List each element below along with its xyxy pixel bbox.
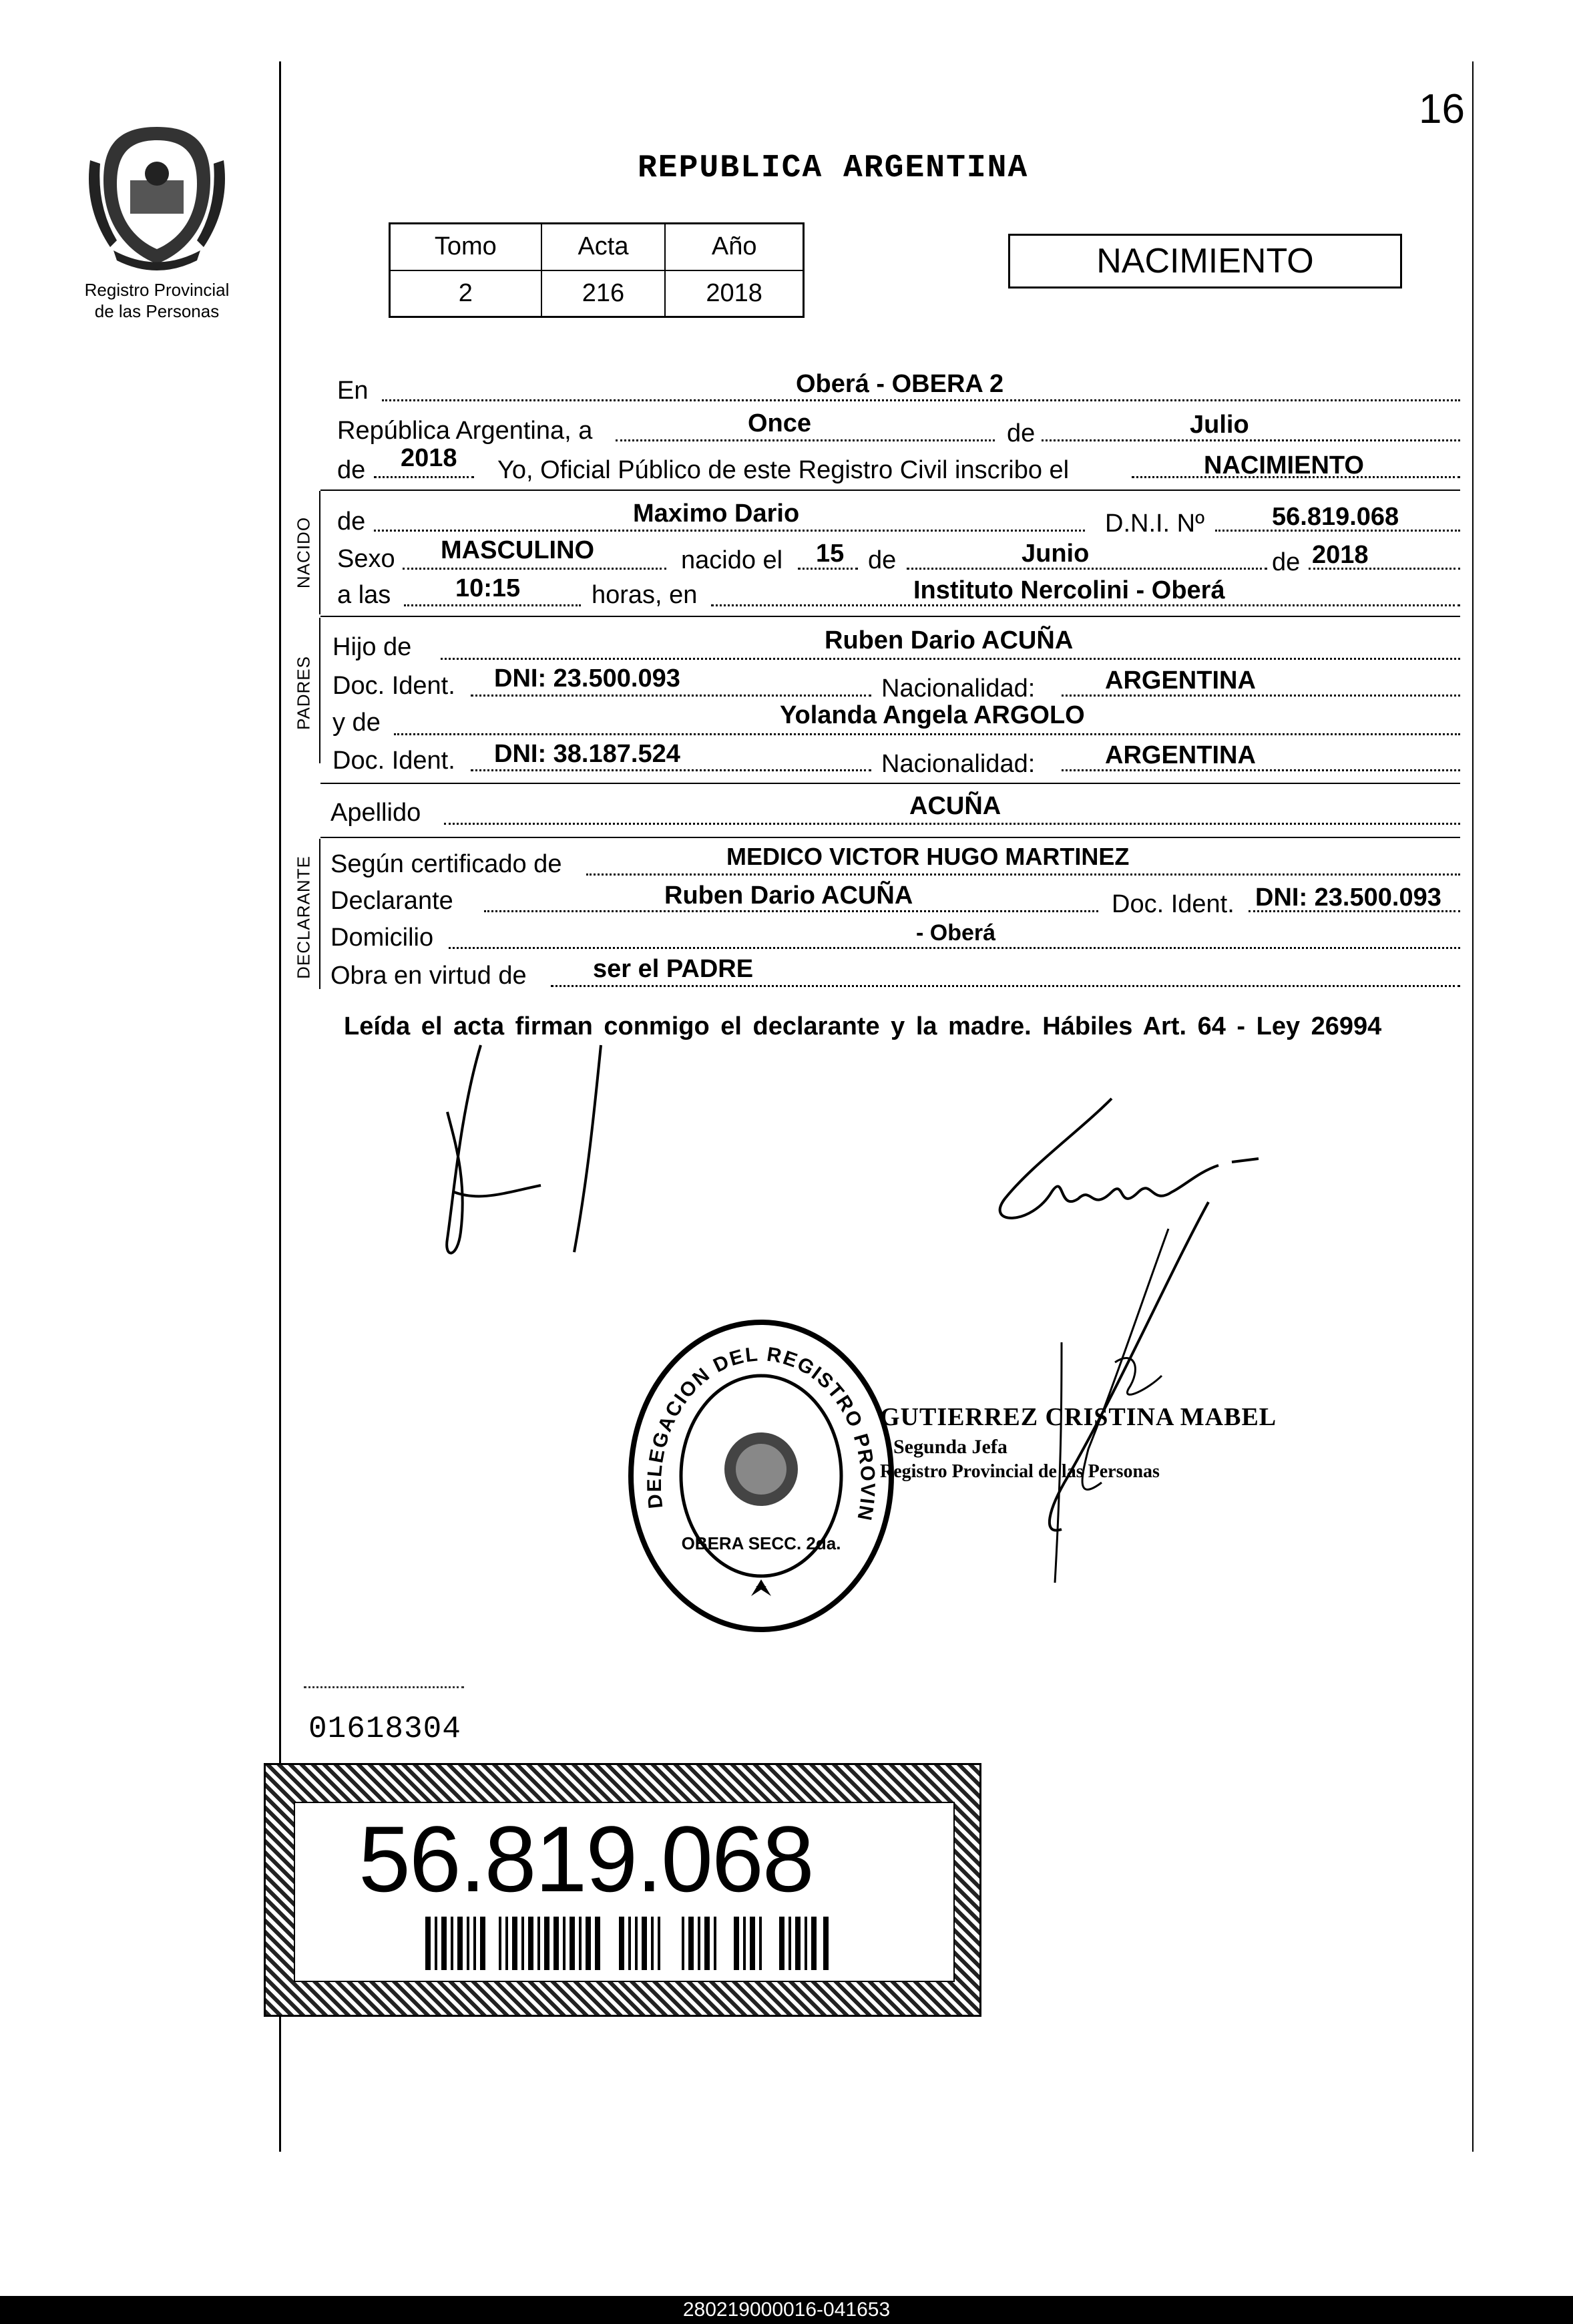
place-value: Instituto Nercolini - Oberá bbox=[913, 576, 1225, 604]
table-value-ano: 2018 bbox=[665, 270, 803, 317]
dni-sticker-inner bbox=[294, 1802, 955, 1982]
en-label: En bbox=[337, 377, 369, 405]
declarante-side-label: DECLARANTE bbox=[293, 855, 314, 979]
father-dotted-line bbox=[441, 658, 1460, 660]
nacido-bracket bbox=[319, 491, 320, 614]
sexo-value: MASCULINO bbox=[441, 536, 595, 564]
month-value: Julio bbox=[1190, 411, 1249, 439]
obra-dotted-line bbox=[551, 985, 1460, 987]
obra-label: Obra en virtud de bbox=[330, 962, 527, 990]
apellido-value: ACUÑA bbox=[909, 792, 1001, 820]
table-value-acta: 216 bbox=[541, 270, 666, 317]
mother-value: Yolanda Angela ARGOLO bbox=[780, 701, 1085, 729]
dni-barcode bbox=[425, 1917, 833, 1970]
declarante-label: Declarante bbox=[330, 887, 453, 915]
mother-doc-dotted-line bbox=[471, 769, 871, 771]
crest-caption-line1: Registro Provincial bbox=[84, 280, 230, 300]
father-nat-label: Nacionalidad: bbox=[881, 674, 1036, 703]
table-value-tomo: 2 bbox=[390, 270, 541, 317]
document-title: REPUBLICA ARGENTINA bbox=[638, 150, 1029, 186]
birth-month-value: Junio bbox=[1022, 540, 1090, 568]
section-divider-4 bbox=[320, 837, 1460, 838]
day-dotted-line bbox=[616, 439, 995, 441]
dni-value: 56.819.068 bbox=[1272, 503, 1399, 531]
declarante-value: Ruben Dario ACUÑA bbox=[664, 882, 913, 910]
serial-number: 01618304 bbox=[308, 1712, 461, 1746]
mother-nat-dotted-line bbox=[1062, 769, 1460, 771]
section-divider-2 bbox=[320, 616, 1460, 617]
dni-sticker bbox=[264, 1763, 981, 2017]
province-crest-logo bbox=[77, 120, 237, 274]
crest-caption bbox=[53, 279, 260, 322]
de-label-1: de bbox=[1007, 419, 1036, 447]
mother-doc-label: Doc. Ident. bbox=[332, 747, 455, 775]
father-nat-dotted-line bbox=[1062, 695, 1460, 697]
republica-label: República Argentina, a bbox=[337, 417, 593, 445]
apellido-label: Apellido bbox=[330, 799, 421, 827]
dni-card-number: 56.819.068 bbox=[359, 1806, 813, 1911]
footer-code: 280219000016-041653 bbox=[0, 2296, 1573, 2324]
birth-year-value: 2018 bbox=[1312, 541, 1369, 569]
cert-value: MEDICO VICTOR HUGO MARTINEZ bbox=[726, 843, 1130, 870]
nacido-de-label-3: de bbox=[1272, 548, 1301, 576]
sexo-dotted-line bbox=[403, 568, 666, 570]
domicilio-label: Domicilio bbox=[330, 924, 434, 952]
nacido-de-label: de bbox=[337, 508, 366, 536]
domicilio-dotted-line bbox=[449, 947, 1460, 949]
oficial-text: Yo, Oficial Público de este Registro Civil inscribo el bbox=[497, 456, 1070, 484]
month-dotted-line bbox=[1042, 439, 1460, 441]
mother-doc-value: DNI: 38.187.524 bbox=[494, 740, 680, 768]
table-header-tomo: Tomo bbox=[390, 224, 541, 270]
father-value: Ruben Dario ACUÑA bbox=[825, 626, 1074, 654]
right-margin-line bbox=[1472, 61, 1474, 2152]
time-value: 10:15 bbox=[455, 574, 521, 602]
act-value: NACIMIENTO bbox=[1204, 451, 1364, 479]
cert-dotted-line bbox=[586, 874, 1460, 876]
table-header-ano: Año bbox=[665, 224, 803, 270]
sexo-label: Sexo bbox=[337, 545, 395, 573]
official-stamp-line3: Registro Provincial de las Personas bbox=[880, 1461, 1160, 1482]
year-dotted-line bbox=[374, 476, 474, 478]
father-doc-value: DNI: 23.500.093 bbox=[494, 664, 680, 693]
domicilio-value: - Oberá bbox=[916, 920, 996, 946]
y-de-label: y de bbox=[332, 709, 381, 737]
declarante-bracket bbox=[319, 839, 320, 989]
cert-label: Según certificado de bbox=[330, 850, 562, 878]
official-stamp-line2: Segunda Jefa bbox=[893, 1436, 1007, 1458]
official-stamp-line1: GUTIERREZ CRISTINA MABEL bbox=[880, 1403, 1277, 1431]
de-label-2: de bbox=[337, 456, 366, 484]
dni-label: D.N.I. Nº bbox=[1105, 510, 1204, 538]
apellido-dotted-line bbox=[444, 823, 1460, 825]
serial-underline-dots bbox=[304, 1686, 464, 1688]
declarant-signature bbox=[421, 1032, 628, 1266]
birth-month-dotted-line bbox=[907, 568, 1267, 570]
name-dotted-line bbox=[374, 530, 1085, 532]
a-las-label: a las bbox=[337, 581, 391, 609]
padres-side-label: PADRES bbox=[293, 656, 314, 730]
obra-value: ser el PADRE bbox=[593, 955, 754, 983]
record-table bbox=[389, 222, 805, 318]
seal-inner-text: OBERA SECC. 2da. bbox=[681, 1533, 841, 1553]
father-doc-dotted-line bbox=[471, 695, 871, 697]
official-stamp bbox=[880, 1402, 1277, 1483]
en-dotted-line bbox=[382, 399, 1460, 401]
record-type-box: NACIMIENTO bbox=[1008, 234, 1402, 288]
registry-seal bbox=[624, 1316, 898, 1636]
section-divider-1 bbox=[320, 490, 1460, 491]
official-signature-2 bbox=[968, 1195, 1222, 1596]
seal-ring-text: DELEGACION DEL REGISTRO PROVIN bbox=[643, 1343, 879, 1523]
mother-dotted-line bbox=[394, 733, 1460, 735]
horas-label: horas, en bbox=[592, 581, 698, 609]
father-nat-value: ARGENTINA bbox=[1105, 666, 1256, 695]
mother-nat-value: ARGENTINA bbox=[1105, 741, 1256, 769]
closing-text: Leída el acta firman conmigo el declarante y la madre. Hábiles Art. 64 - Ley 26994 bbox=[344, 1012, 1382, 1040]
day-value: Once bbox=[748, 409, 812, 437]
place-dotted-line bbox=[711, 604, 1460, 606]
birth-day-value: 15 bbox=[816, 540, 845, 568]
nacido-side-label: NACIDO bbox=[293, 516, 314, 589]
table-header-acta: Acta bbox=[541, 224, 666, 270]
time-dotted-line bbox=[404, 604, 581, 606]
crest-caption-line2: de las Personas bbox=[94, 301, 220, 321]
nacido-de-label-2: de bbox=[868, 546, 897, 574]
year-value: 2018 bbox=[401, 444, 457, 472]
father-doc-label: Doc. Ident. bbox=[332, 672, 455, 700]
hijo-de-label: Hijo de bbox=[332, 633, 412, 661]
padres-bracket bbox=[319, 618, 320, 763]
mother-nat-label: Nacionalidad: bbox=[881, 750, 1036, 778]
declarante-dotted-line bbox=[484, 910, 1098, 912]
name-value: Maximo Dario bbox=[633, 500, 800, 528]
section-divider-3 bbox=[320, 783, 1460, 784]
birth-day-dotted-line bbox=[798, 568, 858, 570]
nacido-el-label: nacido el bbox=[681, 546, 783, 574]
declarante-doc-value: DNI: 23.500.093 bbox=[1255, 884, 1441, 912]
en-value: Oberá - OBERA 2 bbox=[796, 370, 1004, 398]
page-number: 16 bbox=[1419, 86, 1465, 132]
declarante-doc-label: Doc. Ident. bbox=[1112, 890, 1234, 918]
